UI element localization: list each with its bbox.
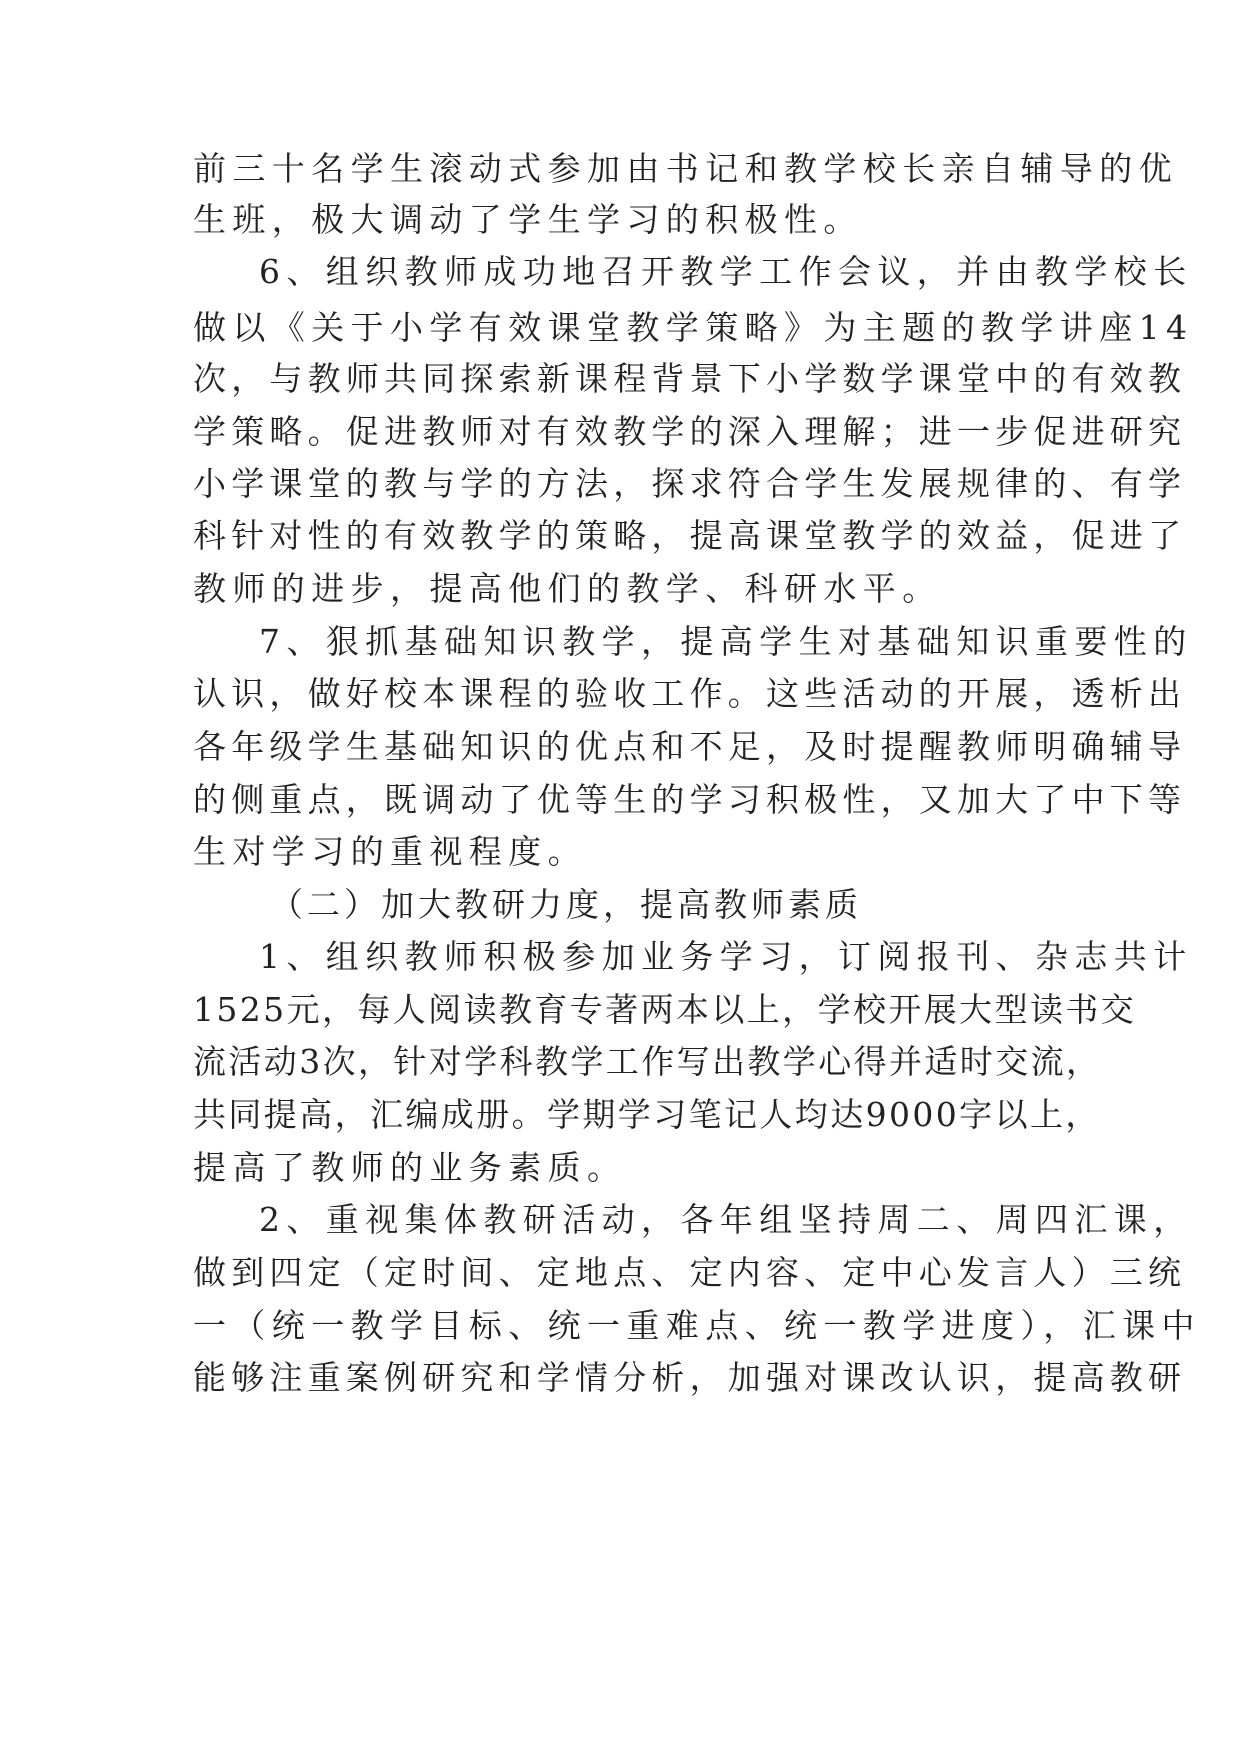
text-line: 做到四定（定时间、定地点、定内容、定中心发言人）三统 — [193, 1253, 1187, 1292]
text-line: 2、重视集体教研活动，各年组坚持周二、周四汇课， — [259, 1200, 1193, 1239]
text-line: 流活动3次，针对学科教学工作写出教学心得并适时交流， — [193, 1042, 1102, 1081]
text-line: 生对学习的重视程度。 — [193, 832, 587, 871]
text-line: 7、狠抓基础知识教学，提高学生对基础知识重要性的 — [259, 622, 1193, 661]
text-line: 学策略。促进教师对有效教学的深入理解；进一步促进研究 — [193, 412, 1187, 451]
text-line: 6、组织教师成功地召开教学工作会议，并由教学校长 — [259, 252, 1193, 291]
text-line: 教师的进步，提高他们的教学、科研水平。 — [193, 569, 942, 608]
text-line: 做以《关于小学有效课堂教学策略》为主题的教学讲座14 — [193, 308, 1194, 347]
text-line: 1、组织教师积极参加业务学习，订阅报刊、杂志共计 — [259, 937, 1193, 976]
text-line: 的侧重点，既调动了优等生的学习积极性，又加大了中下等 — [193, 780, 1187, 819]
section-heading: （二）加大教研力度，提高教师素质 — [270, 885, 862, 924]
text-line: 次，与教师共同探索新课程背景下小学数学课堂中的有效教 — [193, 359, 1187, 398]
text-line: 能够注重案例研究和学情分析，加强对课改认识，提高教研 — [193, 1358, 1187, 1397]
text-line: 生班，极大调动了学生学习的积极性。 — [193, 200, 863, 239]
text-line: 认识，做好校本课程的验收工作。这些活动的开展，透析出 — [193, 674, 1187, 713]
text-line: 共同提高，汇编成册。学期学习笔记人均达9000字以上， — [193, 1095, 1101, 1134]
text-line: 前三十名学生滚动式参加由书记和教学校长亲自辅导的优 — [193, 149, 1178, 188]
text-line: 各年级学生基础知识的优点和不足，及时提醒教师明确辅导 — [193, 727, 1187, 766]
text-line: 提高了教师的业务素质。 — [193, 1148, 627, 1187]
text-line: 一（统一教学目标、统一重难点、统一教学进度），汇课中 — [193, 1306, 1201, 1345]
text-line: 科针对性的有效教学的策略，提高课堂教学的效益，促进了 — [193, 516, 1187, 555]
text-line: 小学课堂的教与学的方法，探求符合学生发展规律的、有学 — [193, 464, 1187, 503]
text-line: 1525元，每人阅读教育专著两本以上，学校开展大型读书交 — [193, 990, 1137, 1029]
